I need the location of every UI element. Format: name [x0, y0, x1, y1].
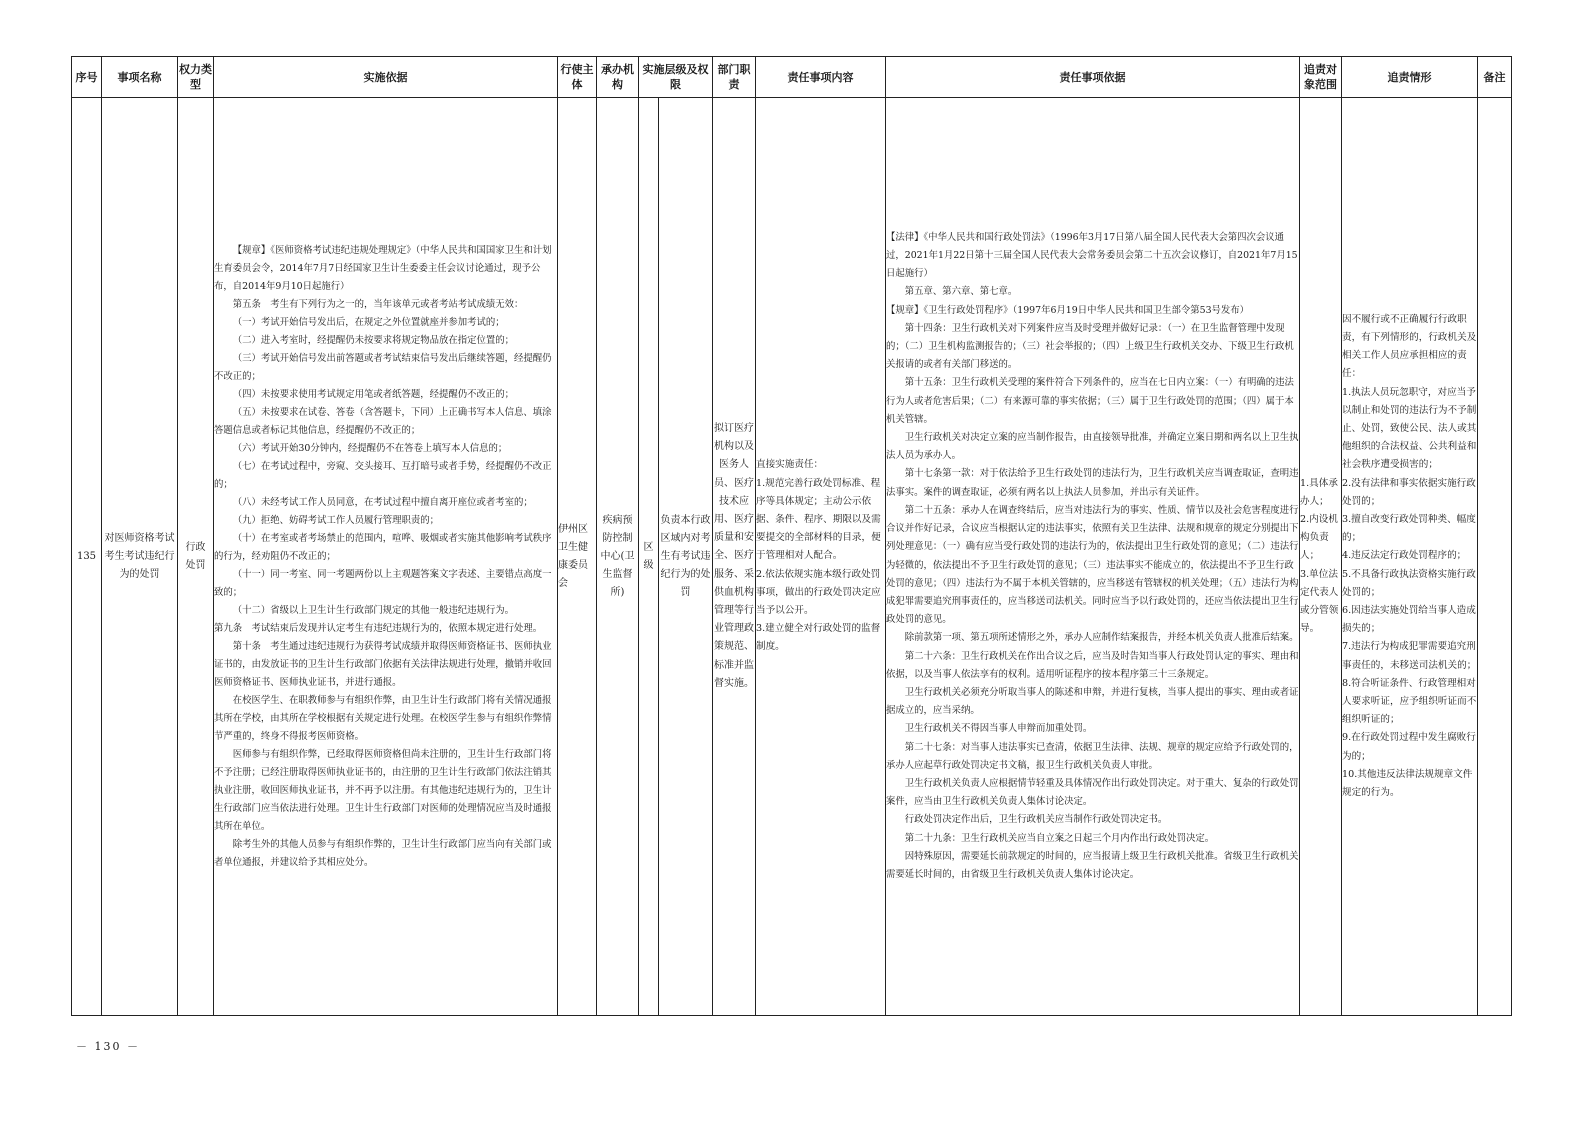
page-number: － 130 － [76, 1040, 140, 1053]
paragraph: 医师参与有组织作弊，已经取得医师资格但尚未注册的，卫生计生行政部门将不予注册；已经注册取得医师执业证书的，由注册的卫生计生行政部门依法注销其执业注册，收回医师执业证书，并不再予以注册。有其他违纪违规行为的，卫生计生行政部门应当依法进行处理。卫生计生行政部门对医师的处理情况应当及时通报其所在单位。 [214, 748, 552, 832]
paragraph: 1.规范完善行政处罚标准、程序等具体规定；主动公示依据、条件、程序、期限以及需要提交的全部材料的目录，便于管理相对人配合。 [756, 477, 881, 562]
paragraph: 2.内设机构负责人； [1300, 513, 1338, 562]
cell-subject: 伊州区卫生健康委员会 [558, 98, 597, 1016]
paragraph: 第二十六条：卫生行政机关在作出合议之后，应当及时告知当事人行政处罚认定的事实、理由和依据，以及当事人依法享有的权利。适用听证程序的按本程序第三十三条规定。 [886, 650, 1299, 680]
paragraph: 【规章】《医师资格考试违纪违规处理规定》（中华人民共和国国家卫生和计划生育委员会令，2014年7月7日经国家卫生计生委委主任会议讨论通过，现予公布，自2014年9月10日起施行） [214, 244, 552, 292]
paragraph: 3.建立健全对行政处罚的监督制度。 [756, 623, 881, 653]
cell-remark [1478, 98, 1512, 1016]
paragraph: 1.执法人员玩忽职守，对应当予以制止和处罚的违法行为不予制止、处罚，致使公民、法人或其他组织的合法权益、公共利益和社会秩序遭受损害的； [1342, 386, 1477, 471]
paragraph: 2.依法依规实施本级行政处罚事项，做出的行政处罚决定应当予以公开。 [756, 568, 881, 616]
paragraph: （九）拒绝、妨碍考试工作人员履行管理职责的； [232, 514, 440, 526]
paragraph: 8.符合听证条件、行政管理相对人要求听证，应予组织听证而不组织听证的； [1342, 677, 1477, 726]
table-header-row [72, 57, 1512, 98]
header-subject: 行使主体 [558, 57, 597, 98]
cell-scope [1300, 98, 1342, 1016]
paragraph: （十一）同一考室、同一考题两份以上主观题答案文字表述、主要错点高度一致的； [214, 568, 552, 598]
cell-type: 行政处罚 [178, 98, 214, 1016]
paragraph: 3.单位法定代表人或分管领导。 [1300, 568, 1339, 635]
paragraph: （八）未经考试工作人员同意，在考试过程中擅自离开座位或者考室的； [232, 496, 533, 508]
paragraph: 4.违反法定行政处罚程序的； [1342, 550, 1467, 562]
header-remark: 备注 [1478, 57, 1512, 98]
header-resp-content: 责任事项内容 [756, 57, 886, 98]
paragraph: （四）未按要求使用考试规定用笔或者纸答题，经提醒仍不改正的； [232, 388, 515, 400]
paragraph: （五）未按要求在试卷、答卷（含答题卡，下同）上正确书写本人信息、填涂答题信息或者标记其他信息，经提醒仍不改正的； [214, 406, 552, 436]
paragraph: 行政处罚决定作出后，卫生行政机关应当制作行政处罚决定书。 [904, 814, 1168, 826]
paragraph: 7.违法行为构成犯罪需要追究刑事责任的，未移送司法机关的； [1342, 641, 1477, 671]
paragraph: 10.其他违反法律法规规章文件规定的行为。 [1342, 768, 1473, 799]
cell-basis [214, 98, 558, 1016]
paragraph: （十）在考室或者考场禁止的范围内，喧哗、吸烟或者实施其他影响考试秩序的行为，经劝阻仍不改正的； [214, 532, 552, 562]
paragraph: 2.没有法律和事实依据实施行政处罚的； [1342, 477, 1476, 507]
paragraph: 除考生外的其他人员参与有组织作弊的，卫生计生行政部门应当向有关部门或者单位通报，并建议给予其相应处分。 [214, 838, 552, 868]
paragraph: 第十七条第一款：对于依法给予卫生行政处罚的违法行为，卫生行政机关应当调查取证，查明违法事实。案件的调查取证，必须有两名以上执法人员参加，并出示有关证件。 [886, 468, 1299, 498]
paragraph: 6.因违法实施处罚给当事人造成损失的； [1342, 605, 1476, 635]
cell-level: 区级 [639, 98, 659, 1016]
paragraph: 第十条 考生通过违纪违规行为获得考试成绩并取得医师资格证书、医师执业证书的，由发放证书的卫生计生行政部门依据有关法律法规进行处理，撤销并收回医师资格证书、医师执业证书，并进行通报。 [214, 640, 552, 688]
table-row [72, 98, 1512, 1016]
paragraph: 卫生行政机关负责人应根据情节轻重及具体情况作出行政处罚决定。对于重大、复杂的行政处罚案件，应当由卫生行政机关负责人集体讨论决定。 [886, 777, 1299, 808]
paragraph: （一）考试开始信号发出后，在规定之外位置就座并参加考试的； [232, 316, 505, 328]
paragraph: 因特殊原因，需要延长前款规定的时间的，应当报请上级卫生行政机关批准。省级卫生行政机关需要延长时间的，由省级卫生行政机关负责人集体讨论决定。 [886, 850, 1299, 880]
paragraph: 第五章、第六章、第七章。 [904, 286, 1018, 298]
paragraph: （六）考试开始30分钟内，经提醒仍不在答卷上填写本人信息的； [232, 442, 508, 454]
header-level: 实施层级及权限 [639, 57, 713, 98]
paragraph: 5.不具备行政执法资格实施行政处罚的； [1342, 568, 1476, 598]
header-dept-duty: 部门职责 [713, 57, 756, 98]
paragraph: 直接实施责任： [756, 459, 824, 471]
paragraph: 卫生行政机关不得因当事人申辩而加重处罚。 [904, 723, 1093, 735]
paragraph: （三）考试开始信号发出前答题或者考试结束信号发出后继续答题，经提醒仍不改正的； [214, 352, 552, 382]
cell-dept-duty: 拟订医疗机构以及医务人员、医疗技术应用、医疗质量和安全、医疗服务、采供血机构管理等行业管理政策规范、标准并监督实施。 [713, 98, 756, 1016]
paragraph: 3.擅自改变行政处罚种类、幅度的； [1342, 513, 1476, 544]
paragraph: （七）在考试过程中，旁窥、交头接耳、互打暗号或者手势，经提醒仍不改正的； [214, 460, 552, 490]
paragraph: 1.具体承办人； [1300, 477, 1338, 507]
paragraph: （十二）省级以上卫生计生行政部门规定的其他一般违纪违规行为。 [232, 604, 515, 616]
cell-name: 对医师资格考试考生考试违纪行为的处罚 [102, 98, 178, 1016]
cell-resp-basis [886, 98, 1300, 1016]
cell-agency: 疾病预防控制中心(卫生监督所) [597, 98, 639, 1016]
header-name: 事项名称 [102, 57, 178, 98]
paragraph: 第十五条：卫生行政机关受理的案件符合下列条件的，应当在七日内立案：（一）有明确的违法行为人或者危害后果；（二）有来源可靠的事实依据；（三）属于卫生行政处罚的范围；（四）属于本机关管辖。 [886, 377, 1294, 425]
cell-resp-content [756, 98, 886, 1016]
header-seq: 序号 [72, 57, 102, 98]
header-type: 权力类型 [178, 57, 214, 98]
paragraph: 卫生行政机关对决定立案的应当制作报告，由直接领导批准，并确定立案日期和两名以上卫生执法人员为承办人。 [886, 432, 1299, 462]
power-list-table [71, 56, 1512, 1016]
header-resp-basis: 责任事项依据 [886, 57, 1300, 98]
paragraph: 第二十七条：对当事人违法事实已查清，依据卫生法律、法规、规章的规定应给予行政处罚的，承办人应起草行政处罚决定书文稿，报卫生行政机关负责人审批。 [886, 741, 1299, 771]
paragraph: （二）进入考室时，经提醒仍未按要求将规定物品放在指定位置的； [232, 334, 515, 346]
cell-situations [1342, 98, 1478, 1016]
paragraph: 第九条 考试结束后发现并认定考生有违纪违规行为的，依照本规定进行处理。 [214, 622, 543, 634]
header-basis: 实施依据 [214, 57, 558, 98]
paragraph: 第十四条：卫生行政机关对下列案件应当及时受理并做好记录：（一）在卫生监督管理中发现的；（二）卫生机构监测报告的；（三）社会举报的；（四）上级卫生行政机关交办、下级卫生行政机关报请的或者有关部门移送的。 [886, 322, 1294, 371]
header-agency: 承办机构 [597, 57, 639, 98]
paragraph: 第五条 考生有下列行为之一的，当年该单元或者考站考试成绩无效： [232, 298, 524, 310]
paragraph: 在校医学生、在职教师参与有组织作弊，由卫生计生行政部门将有关情况通报其所在学校，由其所在学校根据有关规定进行处理。在校医学生参与有组织作弊情节严重的，终身不得报考医师资格。 [214, 694, 552, 742]
cell-seq: 135 [72, 98, 102, 1016]
header-scope: 追责对象范围 [1300, 57, 1342, 98]
paragraph: 【法律】《中华人民共和国行政处罚法》（1996年3月17日第八届全国人民代表大会第四次会议通过，2021年1月22日第十三届全国人民代表大会常务委员会第二十五次会议修订，自2021年7月15日起施行） [886, 231, 1298, 280]
paragraph: 卫生行政机关必须充分听取当事人的陈述和申辩，并进行复核，当事人提出的事实、理由或者证据成立的，应当采纳。 [886, 686, 1299, 717]
paragraph: 【规章】《卫生行政处罚程序》（1997年6月19日中华人民共和国卫生部令第53号发布） [886, 304, 1250, 316]
paragraph: 9.在行政处罚过程中发生腐败行为的； [1342, 732, 1476, 762]
header-situations: 追责情形 [1342, 57, 1478, 98]
paragraph: 第二十五条：承办人在调查终结后，应当对违法行为的事实、性质、情节以及社会危害程度进行合议并作好记录，合议应当根据认定的违法事实，依照有关卫生法律、法规和规章的规定分别提出下列处理意见：（一）确有应当受行政处罚的违法行为的，依法提出卫生行政处罚的意见；（二）违法行为轻微的，依法提出不予卫生行政处罚的意见；（三）违法事实不能成立的，依法提出不予卫生行政处罚的意见；（四）违法行为不属于本机关管辖的，应当移送有管辖权的机关处理；（五）违法行为构成犯罪需要追究刑事责任的，应当移送司法机关。同时应当予以行政处罚的，还应当依法提出卫生行政处罚的意见。 [886, 504, 1299, 626]
paragraph: 除前款第一项、第五项所述情形之外，承办人应制作结案报告，并经本机关负责人批准后结案。 [904, 632, 1299, 644]
cell-authority: 负责本行政区域内对考生有考试违纪行为的处罚 [659, 98, 713, 1016]
paragraph: 第二十九条：卫生行政机关应当自立案之日起三个月内作出行政处罚决定。 [904, 832, 1215, 844]
paragraph: 因不履行或不正确履行行政职责，有下列情形的，行政机关及相关工作人员应承担相应的责任： [1342, 313, 1477, 380]
